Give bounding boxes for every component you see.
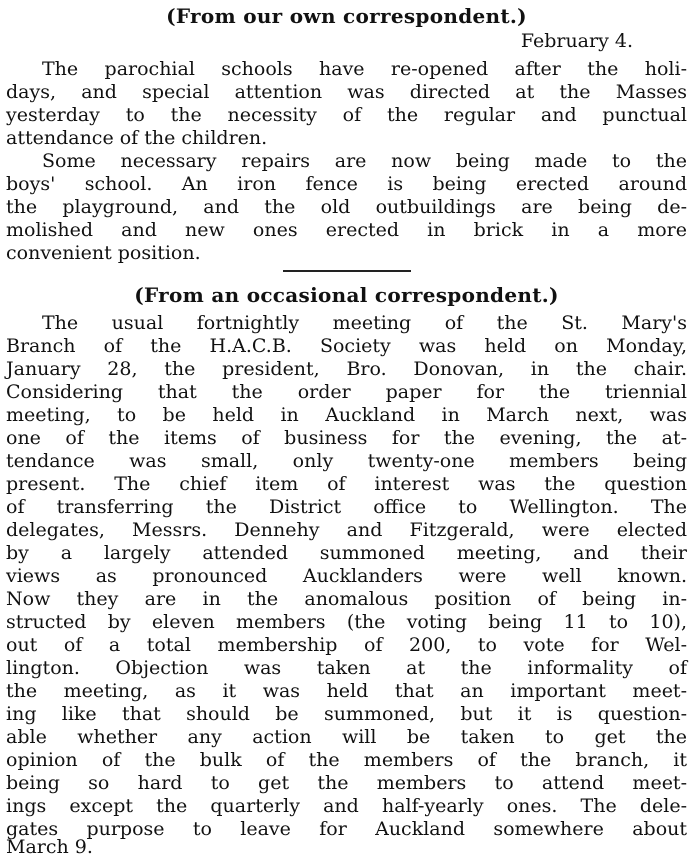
- s2-line-11: by a largely attended summoned meeting, and their: [6, 542, 687, 564]
- s2-line-20: opinion of the bulk of the members of the branch, it: [6, 749, 687, 771]
- s2-line-14: structed by eleven members (the voting being 11 to 10),: [6, 611, 687, 633]
- s2-line-1: The usual fortnightly meeting of the St. Mary's: [42, 312, 687, 334]
- s2-line-6: one of the items of business for the evening, the at-: [6, 427, 687, 449]
- section1-heading: (From our own correspondent.): [166, 4, 527, 28]
- s1-line-8: molished and new ones erected in brick in a more: [6, 219, 687, 241]
- s1-line-9: convenient position.: [6, 242, 201, 264]
- s2-line-5: meeting, to be held in Auckland in March next, was: [6, 404, 687, 426]
- s2-line-22: ings except the quarterly and half-yearly ones. The dele-: [6, 795, 687, 817]
- s2-line-13: Now they are in the anomalous position of being in-: [6, 588, 687, 610]
- s1-line-4: attendance of the children.: [6, 127, 268, 149]
- s2-line-19: able whether any action will be taken to get the: [6, 726, 687, 748]
- section-divider: [283, 270, 411, 272]
- s1-line-5: Some necessary repairs are now being made to the: [42, 150, 687, 172]
- s2-line-17: the meeting, as it was held that an important meet-: [6, 680, 687, 702]
- s2-line-16: lington. Objection was taken at the informality of: [6, 657, 687, 679]
- s2-line-2: Branch of the H.A.C.B. Society was held on Monday,: [6, 335, 687, 357]
- s2-line-23: gates purpose to leave for Auckland somewhere about: [6, 818, 687, 840]
- s2-line-12: views as pronounced Aucklanders were well known.: [6, 565, 687, 587]
- s2-line-3: January 28, the president, Bro. Donovan, in the chair.: [6, 358, 687, 380]
- s1-line-3: yesterday to the necessity of the regular and punctual: [6, 104, 687, 126]
- s2-line-8: present. The chief item of interest was the question: [6, 473, 687, 495]
- section2-heading: (From an occasional correspondent.): [134, 283, 559, 307]
- s2-line-10: delegates, Messrs. Dennehy and Fitzgerald, were elected: [6, 519, 687, 541]
- s2-line-9: of transferring the District office to Wellington. The: [6, 496, 687, 518]
- s2-line-15: out of a total membership of 200, to vote for Wel-: [6, 634, 687, 656]
- dateline: February 4.: [520, 30, 633, 52]
- s1-line-2: days, and special attention was directed at the Masses: [6, 81, 687, 103]
- s2-line-21: being so hard to get the members to attend meet-: [6, 772, 687, 794]
- s2-line-4: Considering that the order paper for the triennial: [6, 381, 687, 403]
- s2-line-24: March 9.: [6, 836, 93, 858]
- s1-line-1: The parochial schools have re-opened after the holi-: [42, 58, 687, 80]
- s2-line-7: tendance was small, only twenty-one members being: [6, 450, 687, 472]
- s1-line-7: the playground, and the old outbuildings are being de-: [6, 196, 687, 218]
- s2-line-18: ing like that should be summoned, but it is question-: [6, 703, 687, 725]
- s1-line-6: boys' school. An iron fence is being erected around: [6, 173, 687, 195]
